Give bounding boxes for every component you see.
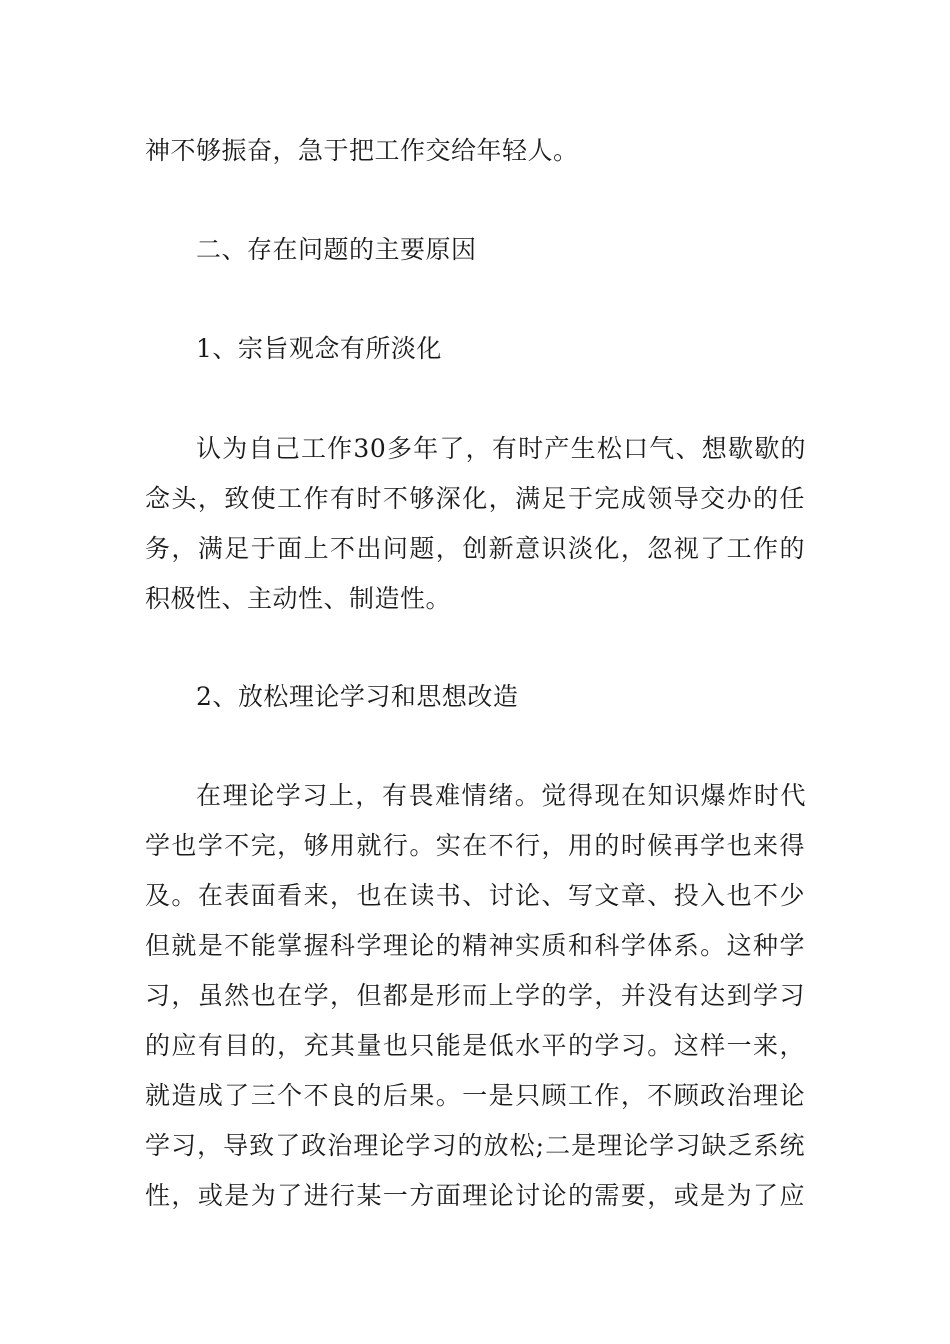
subsection-heading-2: 2、放松理论学习和思想改造 xyxy=(196,682,519,711)
paragraph-continuation-line: 神不够振奋，急于把工作交给年轻人。 xyxy=(145,136,579,165)
paragraph-2-line-2: 学也学不完，够用就行。实在不行，用的时候再学也来得 xyxy=(145,831,805,860)
paragraph-1-line-2: 念头，致使工作有时不够深化，满足于完成领导交办的任 xyxy=(145,484,805,513)
paragraph-2-line-6: 的应有目的，充其量也只能是低水平的学习。这样一来， xyxy=(145,1031,805,1060)
paragraph-1-line-1: 认为自己工作30多年了，有时产生松口气、想歇歇的 xyxy=(196,434,806,463)
paragraph-1-line-4: 积极性、主动性、制造性。 xyxy=(145,584,452,613)
paragraph-2-line-9: 性，或是为了进行某一方面理论讨论的需要，或是为了应 xyxy=(145,1181,805,1210)
paragraph-2-line-5: 习，虽然也在学，但都是形而上学的学，并没有达到学习 xyxy=(145,981,805,1010)
paragraph-2-line-7: 就造成了三个不良的后果。一是只顾工作，不顾政治理论 xyxy=(145,1081,805,1110)
paragraph-2-line-1: 在理论学习上，有畏难情绪。觉得现在知识爆炸时代 xyxy=(196,781,806,810)
paragraph-2-line-8: 学习，导致了政治理论学习的放松;二是理论学习缺乏系统 xyxy=(145,1131,805,1160)
paragraph-2-line-3: 及。在表面看来，也在读书、讨论、写文章、投入也不少 xyxy=(145,881,805,910)
subsection-heading-1: 1、宗旨观念有所淡化 xyxy=(196,334,442,363)
paragraph-2-line-4: 但就是不能掌握科学理论的精神实质和科学体系。这种学 xyxy=(145,931,805,960)
paragraph-1-line-3: 务，满足于面上不出问题，创新意识淡化，忽视了工作的 xyxy=(145,534,805,563)
section-heading: 二、存在问题的主要原因 xyxy=(196,235,477,264)
